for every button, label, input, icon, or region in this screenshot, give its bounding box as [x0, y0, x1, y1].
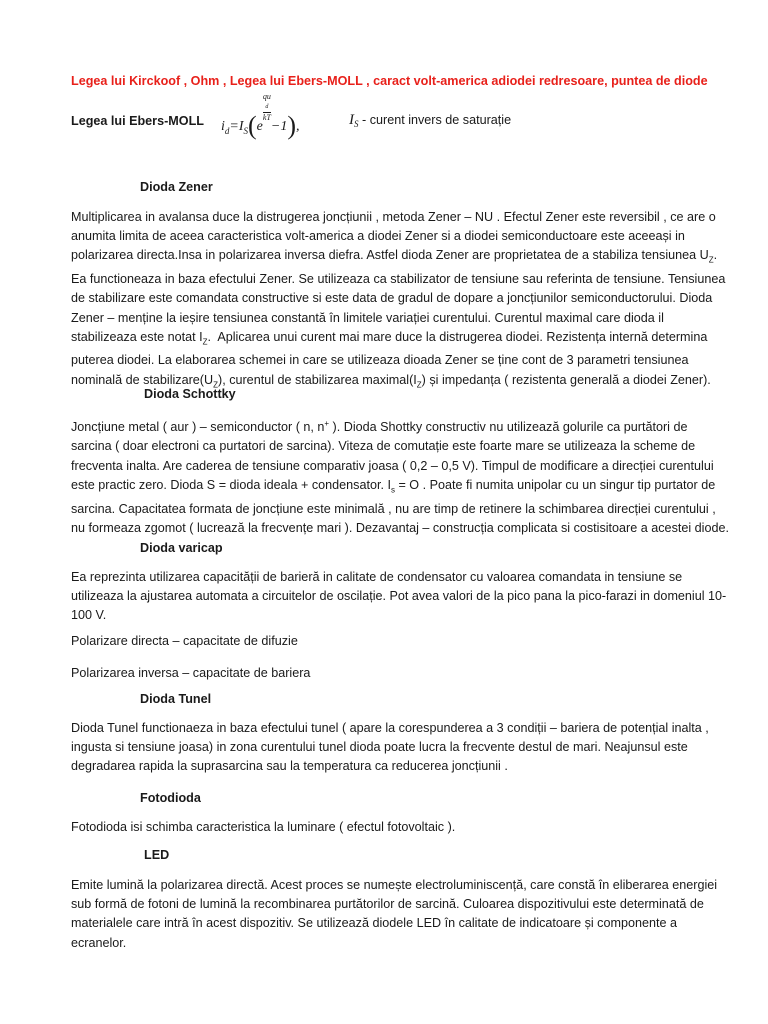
- saturation-current-note: $I_S$ - curent invers de saturație: [349, 112, 512, 129]
- varicap-inverse-polarization: Polarizarea inversa – capacitate de bariera: [71, 666, 311, 680]
- heading-dioda-zener: Dioda Zener: [140, 180, 213, 194]
- paragraph-schottky: Joncțiune metal ( aur ) – semiconductor ( n, n+ ). Dioda Shottky constructiv nu utilizează golurile ca purtători de sarcina ( doar electroni ca purtatori de sarcina). Viteza de comutație este foarte mare se utilizeaza la scheme de frecventa inalta. Are caderea de tensiune comparativ joasa ( 0,2 – 0,5 V). Timpul de modificare a direcției curentului este practic zero. Dioda S = dioda ideala + condensator. $I_s = O$ . Poate fi numita unipolar cu un singur tip purtator de sarcina. Capacitatea formata de joncțiune este minimală , nu are timp de retinere la schimbarea direcției curentului , nu formeaza zgomot ( lucrează la frecvențe mari ). Dezavantaj – construcția complicata si costisitoare a acestei diode.: [71, 419, 729, 535]
- heading-led: LED: [144, 848, 170, 862]
- heading-fotodioda: Fotodioda: [140, 791, 201, 805]
- heading-dioda-schottky: Dioda Schottky: [144, 387, 236, 401]
- ebers-moll-formula: $i_d=I_S(e$ qu d kT −1),: [221, 92, 300, 140]
- page-title: Legea lui Kirckoof , Ohm , Legea lui Ebers-MOLL , caract volt-americа adiodei redresoare, puntea de diode: [71, 74, 708, 88]
- paragraph-zener: Multiplicarea in avalansa duce la distrugerea joncțiunii , metoda Zener – NU . Efectul Zener este reversibil , ce are o anumita limita de aceea caracteristica volt-americа a diodei Zener si a diodei semiconductoare este aceeași in polarizarea directa.Insa in polarizarea inversa diefra. Astfel dioda Zener are proprietatea de a stabiliza tensiunea $U_Z$. Ea functioneaza in baza efectului Zener. Se utilizeaza ca stabilizator de tensiune sau referinta de tensiune. Tensiunea de stabilizare este comandata constructive si este data de gradul de dopare a joncțiunilor semiconductorului. Dioda Zener – menține la ieșire tensiunea constantă în limitele variației curentului. Curentul maximal care dioda il stabilizeaza este notat $I_Z$. Aplicarea unui curent mai mare duce la distrugerea diodei. Rezistența internă determina puterea diodei. La elaborarea schemei in care se utilizeaza dioada Zener se ține cont de 3 parametri tensiunea nominală de $stabilizare(U_Z)$, curentul de stabilizarea $maximal(I_Z)$ și impedanța ( rezistenta generală a diodei Zener).: [71, 210, 726, 390]
- paragraph-varicap: Ea reprezinta utilizarea capacității de barieră in calitate de condensator cu valoarea comandata in tensiune se utilizeaza la ajustarea automata a circuitelor de oscilație. Pot avea valori de la pico pana la pico-farazi in domeniul 10- 100 V.: [71, 570, 727, 623]
- paragraph-tunel: Dioda Tunel functionaeza in baza efectului tunel ( apare la corespunderea a 3 condiții – bariera de potențial inalta , ingusta si tensiune joasa) in zona curentului tunel dioda poate lucra la frecvente destul de mari. Neajunsul este degradarea rapida la suprasarcina sau la temperatura ca reducerea joncțiunii .: [71, 721, 709, 774]
- paragraph-led: Emite lumină la polarizarea directă. Acest proces se numește electroluminiscență, care constă în eliberarea energiei sub formă de fotoni de lumină la recombinarea purtătorilor de sarcină. Culoarea dispozitivului este determinată de materialele care intră în acest dispozitiv. Se utilizează diodele LED în calitate de indicatoare și componente a ecranelor.: [71, 878, 718, 950]
- varicap-direct-polarization: Polarizare directa – capacitate de difuzie: [71, 634, 298, 648]
- heading-dioda-varicap: Dioda varicap: [140, 541, 223, 555]
- paragraph-fotodioda: Fotodioda isi schimba caracteristica la luminare ( efectul fotovoltaic ).: [71, 820, 456, 834]
- heading-dioda-tunel: Dioda Tunel: [140, 692, 212, 706]
- ebers-moll-label: Legea lui Ebers-MOLL: [71, 114, 204, 128]
- ebers-moll-equation-row: [71, 92, 751, 142]
